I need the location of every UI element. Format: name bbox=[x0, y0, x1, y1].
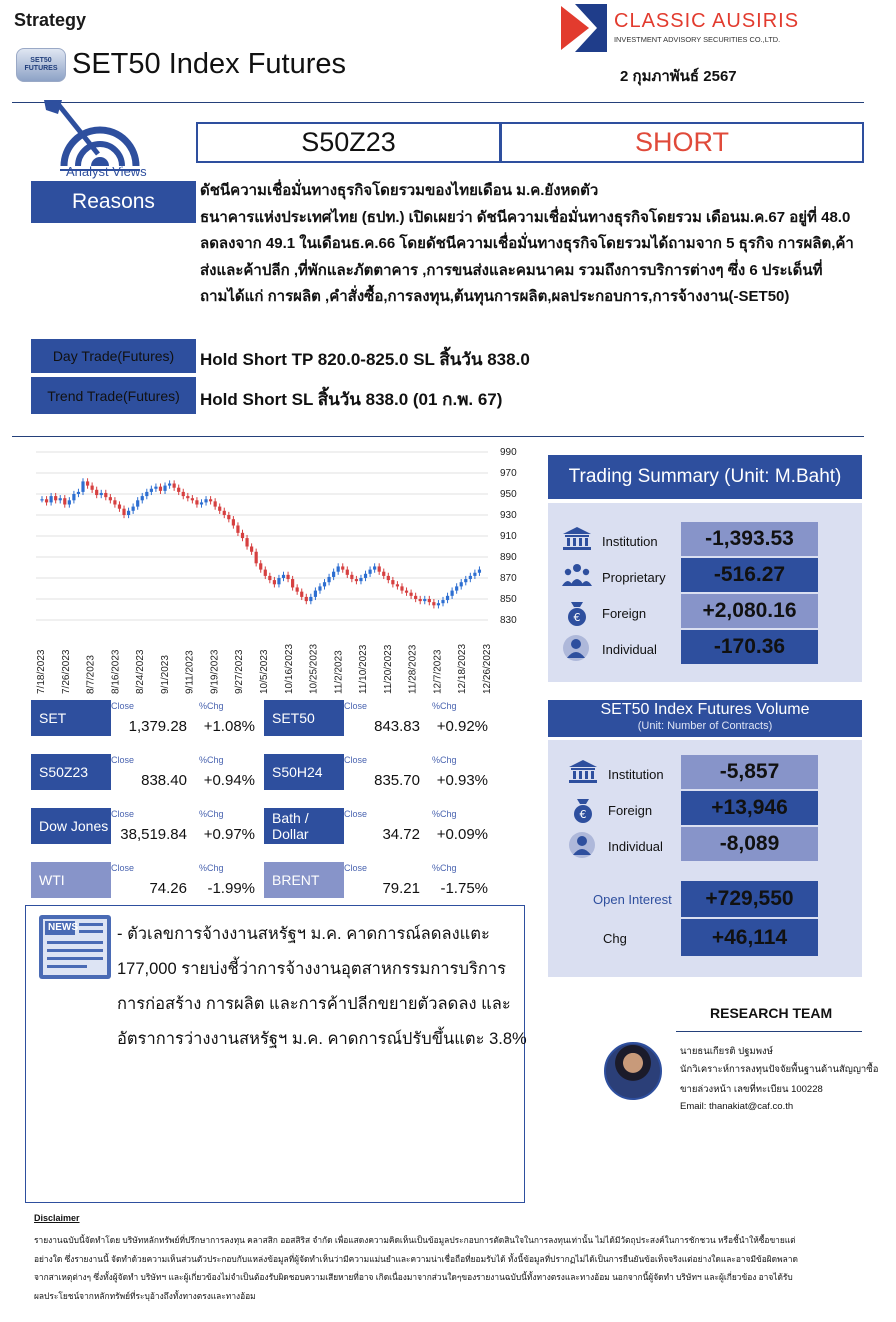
candle-body bbox=[432, 602, 435, 605]
candle-body bbox=[286, 575, 289, 579]
candle-body bbox=[136, 500, 139, 506]
close-value: 79.21 bbox=[382, 880, 420, 897]
chg-label: %Chg bbox=[199, 701, 224, 711]
candle-body bbox=[314, 591, 317, 597]
close-label: Close bbox=[111, 755, 135, 765]
candle-body bbox=[355, 579, 358, 581]
market-name: Bath / Dollar bbox=[264, 808, 344, 844]
close-label: Close bbox=[111, 863, 135, 873]
brand-subtitle: INVESTMENT ADVISORY SECURITIES CO.,LTD. bbox=[614, 35, 781, 44]
x-tick-label: 8/24/2023 bbox=[135, 649, 147, 694]
reason-line: ดัชนีความเชื่อมั่นทางธุรกิจโดยรวมของไทยเดือน ม.ค.ยังหดตัว bbox=[200, 182, 599, 199]
candle-body bbox=[159, 487, 162, 491]
candle-body bbox=[423, 599, 426, 601]
candle-body bbox=[341, 566, 344, 569]
candle-body bbox=[72, 494, 75, 500]
x-tick-label: 9/1/2023 bbox=[159, 655, 171, 694]
category-value: -8,089 bbox=[681, 827, 818, 861]
close-label: Close bbox=[344, 863, 368, 873]
candle-body bbox=[214, 501, 217, 506]
chg-value: +46,114 bbox=[681, 919, 818, 956]
chg-label: %Chg bbox=[432, 755, 457, 765]
y-tick-label: 910 bbox=[500, 531, 517, 542]
candle-body bbox=[204, 499, 207, 502]
category-value: +13,946 bbox=[681, 791, 818, 825]
y-tick-label: 950 bbox=[500, 489, 517, 500]
y-tick-label: 970 bbox=[500, 468, 517, 479]
candle-body bbox=[323, 582, 326, 586]
x-tick-label: 8/16/2023 bbox=[110, 649, 122, 694]
chg-label: Chg bbox=[603, 931, 627, 946]
close-value: 838.40 bbox=[141, 772, 187, 789]
candle-body bbox=[473, 573, 476, 576]
x-tick-label: 12/26/2023 bbox=[482, 643, 493, 694]
category-value: -170.36 bbox=[681, 630, 818, 664]
candle-body bbox=[296, 587, 299, 591]
y-tick-label: 870 bbox=[500, 573, 517, 584]
pct-change-value: +1.08% bbox=[203, 718, 255, 735]
reason-line: ถามได้แก่ การผลิต ,คำสั่งซื้อ,การลงทุน,ต้นทุนการผลิต,ผลประกอบการ,การจ้างงาน(-SET50) bbox=[200, 288, 790, 306]
candle-body bbox=[63, 498, 66, 504]
candle-body bbox=[86, 481, 89, 485]
candle-body bbox=[391, 580, 394, 584]
candle-body bbox=[154, 487, 157, 489]
disclaimer-line: ผลประโยชน์จากหลักทรัพย์ที่ระบุอ้างถึงทั้งทางตรงและทางอ้อม bbox=[34, 1290, 256, 1301]
institution-icon bbox=[568, 759, 598, 788]
candle-body bbox=[382, 572, 385, 576]
category-value: +2,080.16 bbox=[681, 594, 818, 628]
close-label: Close bbox=[344, 809, 368, 819]
symbol-box bbox=[196, 122, 501, 163]
candle-body bbox=[409, 593, 412, 596]
research-divider bbox=[676, 1031, 862, 1032]
pct-change-value: +0.92% bbox=[436, 718, 488, 735]
candle-body bbox=[200, 502, 203, 504]
pct-change-value: +0.93% bbox=[436, 772, 488, 789]
category-value: -516.27 bbox=[681, 558, 818, 592]
market-name: SET50 bbox=[264, 700, 344, 736]
candle-body bbox=[141, 496, 144, 500]
x-tick-label: 8/7/2023 bbox=[85, 655, 97, 694]
candle-body bbox=[195, 500, 198, 504]
candle-body bbox=[109, 497, 112, 500]
reason-line: ส่งและค้าปลีก ,ที่พักและภัตตาคาร ,การขนส่งและคมนาคม รวมถึงการบริการต่างๆ ซึ่ง 6 ประเด็นที่ bbox=[200, 261, 823, 279]
y-tick-label: 930 bbox=[500, 510, 517, 521]
news-line: - ตัวเลขการจ้างงานสหรัฐฯ ม.ค. คาดการณ์ลดลงแตะ bbox=[117, 925, 490, 943]
candle-body bbox=[50, 496, 53, 502]
candle-body bbox=[168, 484, 171, 486]
analyst-email: Email: thanakiat@caf.co.th bbox=[680, 1101, 794, 1112]
candle-body bbox=[373, 566, 376, 569]
candle-body bbox=[460, 582, 463, 586]
x-tick-label: 11/2/2023 bbox=[333, 650, 345, 694]
close-value: 38,519.84 bbox=[120, 826, 187, 843]
candle-body bbox=[40, 499, 43, 500]
x-tick-label: 9/11/2023 bbox=[184, 650, 196, 694]
page-title: SET50 Index Futures bbox=[72, 48, 347, 80]
market-name: BRENT bbox=[264, 862, 344, 898]
report-date: 2 กุมภาพันธ์ 2567 bbox=[620, 68, 737, 85]
research-team-title: RESEARCH TEAM bbox=[710, 1005, 833, 1021]
candle-body bbox=[250, 547, 253, 552]
disclaimer-line: รายงานฉบับนี้จัดทำโดย บริษัทหลักทรัพย์ที่ปรึกษาการลงทุน คลาสสิก ออสสิริส จำกัด เพื่อแสดงความคิดเห็นเป็นข้อมูลประกอบการตัดสินใจในการลงทุนเท่านั้น ไม่ได้มีวัตถุประสงค์ในการชักชวน หรือชี้นำให้ซื้อขายแต่ bbox=[34, 1235, 796, 1245]
x-tick-label: 11/10/2023 bbox=[358, 644, 370, 694]
candle-body bbox=[232, 519, 235, 525]
chg-label: %Chg bbox=[432, 863, 457, 873]
candle-body bbox=[268, 576, 271, 580]
analyst-avatar bbox=[604, 1042, 662, 1100]
x-tick-label: 9/19/2023 bbox=[209, 649, 221, 694]
candle-body bbox=[305, 597, 308, 601]
close-label: Close bbox=[344, 701, 368, 711]
futures-volume-subtitle: (Unit: Number of Contracts) bbox=[637, 720, 773, 732]
category-label: Foreign bbox=[602, 606, 647, 621]
foreign-icon bbox=[568, 795, 598, 828]
x-tick-label: 7/18/2023 bbox=[36, 649, 47, 694]
analyst-license: ขายล่วงหน้า เลขที่ทะเบียน 100228 bbox=[680, 1084, 823, 1095]
candle-body bbox=[346, 570, 349, 575]
candle-body bbox=[122, 509, 125, 515]
disclaimer-line: อย่างใด ซึ่งรายงานนี้ จัดทำด้วยความเห็นส่วนตัวประกอบกับแหล่งข้อมูลที่ผู้จัดทำเห็นว่ามีความแม่นยำและความน่าเชื่อถือที่ยอมรับได้ ทั้งนี้ข้อมูลที่ปรากฏไม่ได้เป็นการยืนยันข้อเท็จจริงแต่อย่างใดและอาจมีข้อผิดพลาด bbox=[34, 1253, 798, 1264]
candle-body bbox=[150, 489, 153, 492]
news-icon-label: NEWS bbox=[48, 922, 78, 933]
candle-body bbox=[300, 592, 303, 597]
candle-body bbox=[223, 511, 226, 515]
trend-trade-label: Trend Trade(Futures) bbox=[31, 377, 196, 414]
candle-body bbox=[163, 486, 166, 491]
pct-change-value: -1.99% bbox=[207, 880, 255, 897]
category-value: -5,857 bbox=[681, 755, 818, 789]
candle-body bbox=[186, 496, 189, 498]
close-label: Close bbox=[111, 809, 135, 819]
candle-body bbox=[127, 511, 130, 515]
reason-line: ธนาคารแห่งประเทศไทย (ธปท.) เปิดเผยว่า ดัชนีความเชื่อมั่นทางธุรกิจโดยรวม เดือนม.ค.67 อยู่ที่ 48.0 bbox=[200, 208, 851, 226]
news-text bbox=[117, 917, 527, 1057]
candle-body bbox=[113, 500, 116, 504]
market-name: SET bbox=[31, 700, 111, 736]
candle-body bbox=[446, 596, 449, 600]
candle-body bbox=[273, 580, 276, 584]
candle-body bbox=[77, 492, 80, 494]
news-line: 177,000 รายบ่งชี้ว่าการจ้างงานอุตสาหกรรมการบริการ bbox=[117, 960, 506, 978]
candle-body bbox=[350, 575, 353, 579]
x-tick-label: 7/26/2023 bbox=[60, 649, 72, 694]
trading-summary-header: Trading Summary (Unit: M.Baht) bbox=[548, 455, 862, 499]
trend-trade-text: Hold Short SL สิ้นวัน 838.0 (01 ก.พ. 67) bbox=[200, 390, 503, 409]
foreign-icon bbox=[562, 598, 592, 631]
candle-body bbox=[282, 575, 285, 578]
y-tick-label: 990 bbox=[500, 447, 517, 458]
x-tick-label: 10/5/2023 bbox=[259, 649, 270, 694]
x-tick-label: 12/7/2023 bbox=[432, 649, 444, 694]
candle-body bbox=[405, 591, 408, 593]
candle-body bbox=[54, 496, 57, 500]
market-name: S50H24 bbox=[264, 754, 344, 790]
candle-body bbox=[359, 578, 362, 581]
x-tick-label: 10/25/2023 bbox=[308, 643, 320, 694]
target-icon bbox=[40, 98, 164, 174]
disclaimer-title: Disclaimer bbox=[34, 1213, 80, 1223]
candle-body bbox=[291, 579, 294, 587]
day-trade-label: Day Trade(Futures) bbox=[31, 339, 196, 373]
category-value: -1,393.53 bbox=[681, 522, 818, 556]
institution-icon bbox=[562, 526, 592, 555]
y-tick-label: 890 bbox=[500, 552, 517, 563]
candle-body bbox=[455, 586, 458, 590]
analyst-role: นักวิเคราะห์การลงทุนปัจจัยพื้นฐานด้านสัญญาซื้อ bbox=[680, 1064, 879, 1075]
candle-body bbox=[364, 574, 367, 578]
analyst-views-label: Analyst Views bbox=[66, 164, 147, 179]
category-label: Proprietary bbox=[602, 570, 666, 585]
candle-body bbox=[396, 584, 399, 586]
brand-name: CLASSIC AUSIRIS bbox=[614, 10, 800, 32]
futures-volume-header bbox=[548, 700, 862, 737]
disclaimer-line: จากสาเหตุต่างๆ ซึ่งทั้งผู้จัดทำ บริษัทฯ และผู้เกี่ยวข้องไม่จำเป็นต้องรับผิดชอบความเสียหายที่อาจ เกิดเนื่องมาจากส่วนใดๆของรายงานฉบับนี้ทั้งทางตรงและทางอ้อม นอกจากนี้ผู้จัดทำ บริษัทฯ และผู้เกี่ยวข้อง อาจได้รับ bbox=[34, 1272, 793, 1282]
candle-body bbox=[419, 599, 422, 601]
proprietary-icon bbox=[562, 562, 592, 593]
futures-volume-title: SET50 Index Futures Volume bbox=[600, 701, 810, 718]
individual-icon bbox=[562, 634, 590, 667]
x-tick-label: 11/28/2023 bbox=[407, 644, 419, 694]
candle-body bbox=[277, 578, 280, 584]
candle-body bbox=[81, 481, 84, 492]
pct-change-value: -1.75% bbox=[440, 880, 488, 897]
section-label: Strategy bbox=[14, 10, 87, 30]
position-box bbox=[500, 122, 864, 163]
candle-body bbox=[218, 507, 221, 511]
position-text: SHORT bbox=[634, 127, 729, 157]
category-label: Individual bbox=[608, 839, 663, 854]
close-value: 843.83 bbox=[374, 718, 420, 735]
chg-label: %Chg bbox=[199, 863, 224, 873]
news-line: อัตราการว่างงานสหรัฐฯ ม.ค. คาดการณ์ปรับขึ้นแตะ 3.8% bbox=[117, 1030, 527, 1048]
candle-body bbox=[245, 538, 248, 546]
news-line: การก่อสร้าง การผลิต และการค้าปลีกขยายตัวลดลง และ bbox=[117, 995, 511, 1013]
disclaimer-text bbox=[34, 1231, 874, 1305]
candle-body bbox=[337, 566, 340, 571]
candle-body bbox=[241, 533, 244, 538]
close-value: 835.70 bbox=[374, 772, 420, 789]
category-label: Institution bbox=[602, 534, 658, 549]
logo-badge: SET50 FUTURES bbox=[24, 57, 58, 72]
candle-body bbox=[428, 599, 431, 602]
svg-text:€: € bbox=[579, 808, 587, 821]
close-value: 1,379.28 bbox=[128, 718, 187, 735]
candle-body bbox=[464, 579, 467, 582]
chg-label: %Chg bbox=[199, 809, 224, 819]
reason-line: ลดลงจาก 49.1 ในเดือนธ.ค.66 โดยดัชนีความเชื่อมั่นทางธุรกิจโดยรวมได้ถามจาก 5 ธุรกิจ การผลิต,ค้า bbox=[200, 235, 854, 253]
reasons-label: Reasons bbox=[31, 181, 196, 223]
open-interest-value: +729,550 bbox=[681, 881, 818, 917]
svg-text:€: € bbox=[573, 611, 581, 624]
candle-body bbox=[95, 490, 98, 495]
candle-body bbox=[332, 572, 335, 577]
symbol-text: S50Z23 bbox=[301, 127, 396, 157]
candle-body bbox=[182, 492, 185, 496]
close-label: Close bbox=[344, 755, 368, 765]
market-name: Dow Jones bbox=[31, 808, 111, 844]
category-label: Individual bbox=[602, 642, 657, 657]
pct-change-value: +0.97% bbox=[203, 826, 255, 843]
candle-body bbox=[309, 597, 312, 601]
close-value: 74.26 bbox=[149, 880, 187, 897]
close-label: Close bbox=[111, 701, 135, 711]
chg-label: %Chg bbox=[199, 755, 224, 765]
candle-body bbox=[400, 586, 403, 590]
analyst-name: นายธนเกียรติ ปฐมพงษ์ bbox=[680, 1046, 773, 1057]
category-label: Foreign bbox=[608, 803, 653, 818]
candle-body bbox=[45, 499, 48, 502]
pct-change-value: +0.09% bbox=[436, 826, 488, 843]
candle-body bbox=[414, 596, 417, 599]
x-tick-label: 9/27/2023 bbox=[234, 649, 246, 694]
pct-change-value: +0.94% bbox=[203, 772, 255, 789]
y-tick-label: 830 bbox=[500, 615, 517, 626]
candle-body bbox=[318, 586, 321, 590]
candle-body bbox=[177, 488, 180, 492]
candle-body bbox=[469, 576, 472, 579]
candle-body bbox=[441, 600, 444, 603]
chg-label: %Chg bbox=[432, 809, 457, 819]
candle-body bbox=[209, 499, 212, 501]
x-tick-label: 12/18/2023 bbox=[457, 643, 469, 694]
candle-body bbox=[132, 507, 135, 511]
candle-body bbox=[173, 484, 176, 488]
candle-body bbox=[437, 603, 440, 605]
candle-body bbox=[327, 577, 330, 582]
candle-body bbox=[368, 570, 371, 574]
section-divider bbox=[12, 436, 864, 437]
candle-body bbox=[387, 576, 390, 580]
candle-body bbox=[451, 591, 454, 596]
candle-body bbox=[227, 515, 230, 519]
market-name: WTI bbox=[31, 862, 111, 898]
candle-body bbox=[68, 500, 71, 504]
candle-body bbox=[236, 526, 239, 533]
candle-body bbox=[264, 570, 267, 576]
x-tick-label: 11/20/2023 bbox=[382, 644, 394, 694]
candle-body bbox=[104, 493, 107, 497]
x-tick-label: 10/16/2023 bbox=[283, 643, 295, 694]
candle-body bbox=[59, 498, 62, 500]
candle-body bbox=[378, 566, 381, 571]
price-chart bbox=[28, 442, 538, 698]
candle-body bbox=[118, 505, 121, 509]
candle-body bbox=[100, 493, 103, 495]
individual-icon bbox=[568, 831, 596, 864]
reasons-text bbox=[200, 178, 884, 311]
close-value: 34.72 bbox=[382, 826, 420, 843]
set50-futures-logo bbox=[16, 48, 66, 82]
candle-body bbox=[145, 492, 148, 496]
candle-body bbox=[259, 563, 262, 569]
y-tick-label: 850 bbox=[500, 594, 517, 605]
day-trade-text: Hold Short TP 820.0-825.0 SL สิ้นวัน 838.0 bbox=[200, 350, 530, 369]
market-name: S50Z23 bbox=[31, 754, 111, 790]
chg-label: %Chg bbox=[432, 701, 457, 711]
candle-body bbox=[91, 486, 94, 490]
candle-body bbox=[255, 552, 258, 564]
open-interest-label: Open Interest bbox=[593, 892, 672, 907]
brand-logo-icon bbox=[561, 4, 607, 52]
candle-body bbox=[191, 498, 194, 500]
candle-body bbox=[478, 570, 481, 573]
category-label: Institution bbox=[608, 767, 664, 782]
